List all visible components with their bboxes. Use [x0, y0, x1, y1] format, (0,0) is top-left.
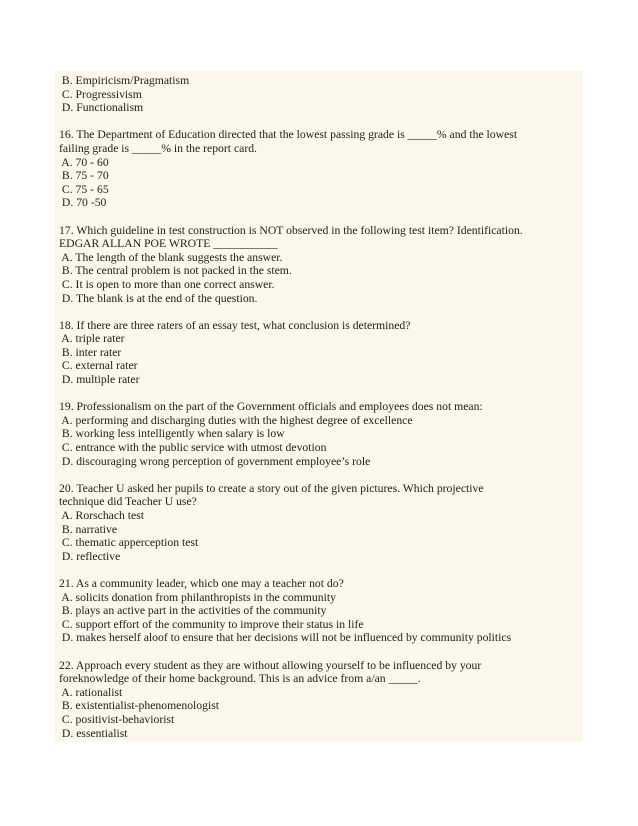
- option: C. 75 - 65: [59, 182, 109, 196]
- question-stem: 18. If there are three raters of an essay test, what conclusion is determined?: [59, 318, 411, 332]
- option: B. existentialist-phenomenologist: [59, 699, 220, 713]
- document-page: [55, 71, 583, 742]
- option: A. rationalist: [59, 685, 123, 699]
- question-stem: 17. Which guideline in test construction is NOT observed in the following test item? Identification.: [59, 223, 523, 237]
- option: B. inter rater: [59, 345, 122, 359]
- option: D. 70 -50: [59, 196, 107, 210]
- question-stem: failing grade is _____% in the report card.: [59, 141, 257, 155]
- option: A. performing and discharging duties with the highest degree of excellence: [59, 413, 413, 427]
- question-stem: 22. Approach every student as they are without allowing yourself to be influenced by your: [59, 658, 482, 672]
- option: C. It is open to more than one correct answer.: [59, 277, 275, 291]
- option: C. support effort of the community to improve their status in life: [59, 617, 364, 631]
- question-stem: 20. Teacher U asked her pupils to create a story out of the given pictures. Which projective: [59, 481, 484, 495]
- option: D. Functionalism: [59, 101, 144, 115]
- question-19: [59, 400, 579, 468]
- option: D. makes herself aloof to ensure that her decisions will not be influenced by community politics: [59, 631, 512, 645]
- option: C. entrance with the public service with utmost devotion: [59, 441, 327, 455]
- option: C. external rater: [59, 359, 138, 373]
- question-stem: 21. As a community leader, whicb one may a teacher not do?: [59, 576, 344, 590]
- question-16: [59, 128, 579, 210]
- option: A. solicits donation from philanthropists in the community: [59, 590, 336, 604]
- option: C. positivist-behaviorist: [59, 712, 175, 726]
- option: B. working less intelligently when salary is low: [59, 427, 285, 441]
- question-stem: 19. Professionalism on the part of the Government officials and employees does not mean:: [59, 400, 483, 414]
- option: B. The central problem is not packed in the stem.: [59, 264, 292, 278]
- question-stem: 16. The Department of Education directed that the lowest passing grade is _____% and the lowest: [59, 128, 518, 142]
- question-18: [59, 319, 579, 387]
- question-20: [59, 482, 579, 564]
- option: B. Empiricism/Pragmatism: [59, 74, 190, 87]
- question-21: [59, 577, 579, 645]
- option: C. thematic apperception test: [59, 536, 199, 550]
- option: A. The length of the blank suggests the answer.: [59, 250, 283, 264]
- option: B. narrative: [59, 522, 118, 536]
- option: A. 70 - 60: [59, 155, 109, 169]
- question-17: [59, 224, 579, 306]
- option: D. multiple rater: [59, 373, 140, 387]
- question-stem: EDGAR ALLAN POE WROTE ___________: [59, 237, 278, 251]
- option: A. Rorschach test: [59, 509, 145, 522]
- option: B. plays an active part in the activities of the community: [59, 604, 327, 618]
- leading-options: [59, 74, 579, 115]
- option: A. triple rater: [59, 332, 125, 346]
- option: B. 75 - 70: [59, 169, 109, 183]
- option: D. The blank is at the end of the question.: [59, 291, 258, 305]
- option: C. Progressivism: [59, 87, 142, 101]
- option: D. essentialist: [59, 726, 128, 740]
- question-stem: foreknowledge of their home background. This is an advice from a/an _____.: [59, 672, 421, 686]
- question-22: [59, 659, 579, 741]
- question-stem: technique did Teacher U use?: [59, 495, 197, 509]
- option: D. discouraging wrong perception of government employee’s role: [59, 454, 371, 468]
- option: D. reflective: [59, 549, 121, 563]
